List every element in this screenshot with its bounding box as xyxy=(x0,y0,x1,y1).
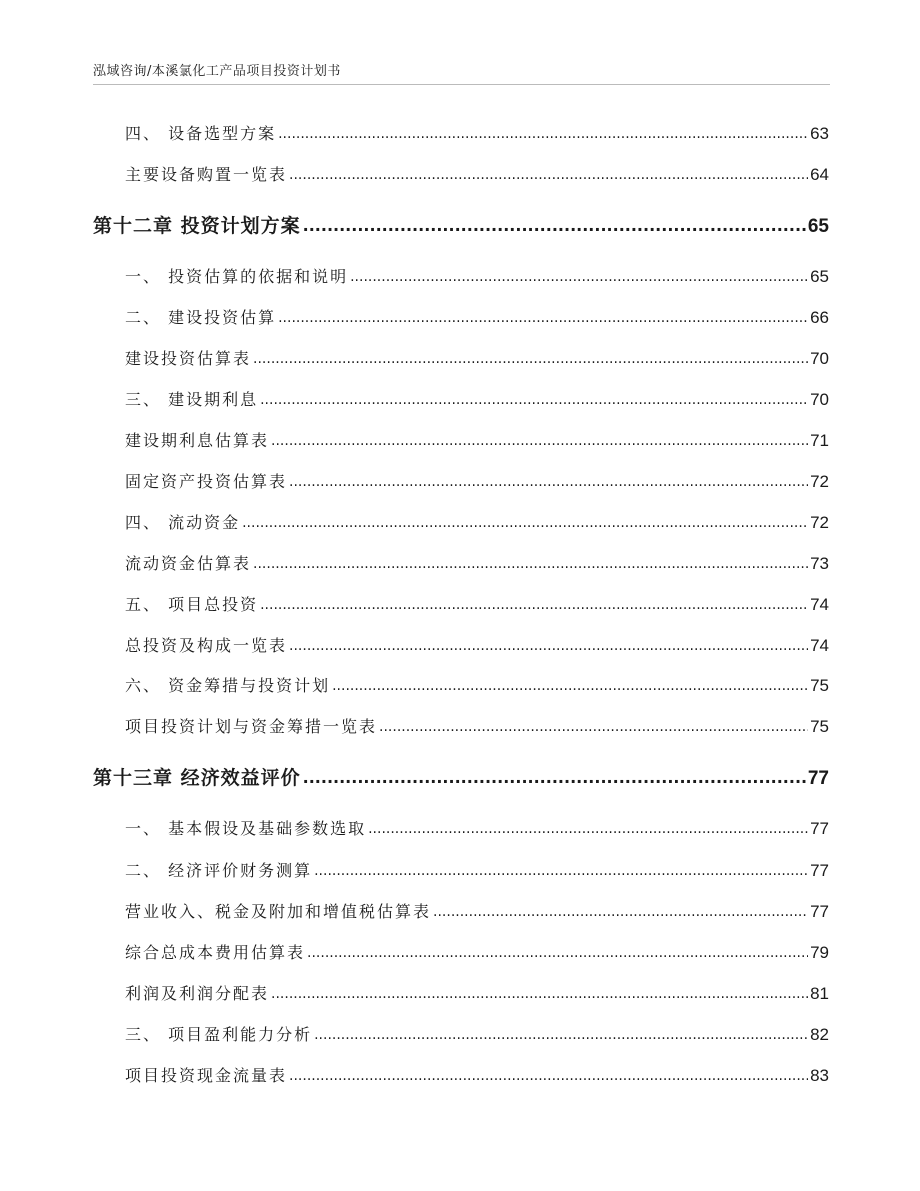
toc-page-number: 82 xyxy=(810,1025,829,1044)
toc-dot-leader xyxy=(350,269,808,285)
toc-page-number: 83 xyxy=(810,1066,829,1085)
toc-page-number: 74 xyxy=(810,636,829,655)
toc-dot-leader xyxy=(289,167,808,183)
toc-entry[interactable] xyxy=(125,981,829,1004)
toc-entry-title: 第十三章 经济效益评价 xyxy=(93,767,301,789)
toc-dot-leader xyxy=(289,1068,808,1084)
toc-dot-leader xyxy=(303,216,806,235)
toc-entry[interactable] xyxy=(125,899,829,922)
toc-dot-leader xyxy=(278,126,808,142)
toc-entry[interactable] xyxy=(125,346,829,369)
toc-entry-title: 第十二章 投资计划方案 xyxy=(93,215,301,237)
toc-entry-title: 三、 建设期利息 xyxy=(125,390,259,409)
toc-page-number: 64 xyxy=(810,165,829,184)
toc-entry[interactable] xyxy=(125,428,829,451)
toc-dot-leader xyxy=(260,392,808,408)
toc-dot-leader xyxy=(278,310,808,326)
running-header: 泓域咨询/本溪氯化工产品项目投资计划书 xyxy=(93,64,341,79)
toc-dot-leader xyxy=(271,433,808,449)
toc-entry[interactable] xyxy=(125,305,829,328)
toc-dot-leader xyxy=(368,821,808,837)
toc-entry-title: 二、 建设投资估算 xyxy=(125,308,277,327)
toc-dot-leader xyxy=(253,556,808,572)
toc-entry-title: 四、 流动资金 xyxy=(125,513,241,532)
toc-page-number: 75 xyxy=(810,676,829,695)
toc-entry-title: 五、 项目总投资 xyxy=(125,595,259,614)
toc-entry[interactable] xyxy=(125,387,829,410)
toc-entry-title: 四、 设备选型方案 xyxy=(125,124,277,143)
toc-page-number: 77 xyxy=(810,902,829,921)
toc-dot-leader xyxy=(271,986,808,1002)
toc-page-number: 77 xyxy=(807,768,829,789)
toc-entry[interactable] xyxy=(125,633,829,656)
toc-page-number: 71 xyxy=(810,431,829,450)
toc-dot-leader xyxy=(289,474,808,490)
toc-entry-title: 一、 基本假设及基础参数选取 xyxy=(125,819,367,838)
toc-entry[interactable] xyxy=(125,121,829,144)
toc-page-number: 72 xyxy=(810,472,829,491)
toc-entry[interactable] xyxy=(125,858,829,881)
toc-entry-title: 三、 项目盈利能力分析 xyxy=(125,1025,313,1044)
toc-page-number: 70 xyxy=(810,390,829,409)
toc-page-number: 74 xyxy=(810,595,829,614)
toc-dot-leader xyxy=(303,768,806,787)
toc-page-number: 65 xyxy=(807,216,829,237)
toc-dot-leader xyxy=(314,863,808,879)
toc-chapter-entry[interactable] xyxy=(93,211,829,238)
toc-page-number: 63 xyxy=(810,124,829,143)
toc-entry-title: 利润及利润分配表 xyxy=(125,984,270,1003)
toc-entry[interactable] xyxy=(125,510,829,533)
toc-entry-title: 综合总成本费用估算表 xyxy=(125,943,306,962)
toc-dot-leader xyxy=(314,1027,808,1043)
toc-entry-title: 建设投资估算表 xyxy=(125,349,252,368)
toc-entry[interactable] xyxy=(125,714,829,737)
toc-page-number: 72 xyxy=(810,513,829,532)
header-rule xyxy=(93,84,830,85)
toc-chapter-entry[interactable] xyxy=(93,763,829,790)
toc-page-number: 77 xyxy=(810,861,829,880)
toc-entry[interactable] xyxy=(125,940,829,963)
toc-page-number: 81 xyxy=(810,984,829,1003)
toc-page-number: 77 xyxy=(810,819,829,838)
toc-entry[interactable] xyxy=(125,1063,829,1086)
toc-page-number: 75 xyxy=(810,717,829,736)
toc-entry-title: 固定资产投资估算表 xyxy=(125,472,288,491)
toc-entry-title: 总投资及构成一览表 xyxy=(125,636,288,655)
toc-entry-title: 营业收入、税金及附加和增值税估算表 xyxy=(125,902,432,921)
toc-page-number: 79 xyxy=(810,943,829,962)
toc-dot-leader xyxy=(260,597,808,613)
toc-entry-title: 项目投资计划与资金筹措一览表 xyxy=(125,717,378,736)
toc-dot-leader xyxy=(289,638,808,654)
toc-dot-leader xyxy=(307,945,808,961)
toc-page-number: 73 xyxy=(810,554,829,573)
toc-entry-title: 流动资金估算表 xyxy=(125,554,252,573)
toc-entry[interactable] xyxy=(125,469,829,492)
toc-dot-leader xyxy=(379,719,808,735)
toc-entry-title: 二、 经济评价财务测算 xyxy=(125,861,313,880)
toc-dot-leader xyxy=(332,678,808,694)
toc-entry[interactable] xyxy=(125,551,829,574)
toc-entry-title: 建设期利息估算表 xyxy=(125,431,270,450)
toc-dot-leader xyxy=(253,351,808,367)
toc-page-number: 66 xyxy=(810,308,829,327)
toc-entry-title: 主要设备购置一览表 xyxy=(125,165,288,184)
toc-entry[interactable] xyxy=(125,592,829,615)
toc-entry[interactable] xyxy=(125,1022,829,1045)
toc-entry-title: 六、 资金筹措与投资计划 xyxy=(125,676,331,695)
toc-entry-title: 项目投资现金流量表 xyxy=(125,1066,288,1085)
toc-entry[interactable] xyxy=(125,816,829,839)
toc-entry-title: 一、 投资估算的依据和说明 xyxy=(125,267,349,286)
toc-dot-leader xyxy=(433,904,808,920)
toc-entry[interactable] xyxy=(125,162,829,185)
toc-page-number: 70 xyxy=(810,349,829,368)
toc-entry[interactable] xyxy=(125,673,829,696)
toc-entry[interactable] xyxy=(125,264,829,287)
toc-page-number: 65 xyxy=(810,267,829,286)
toc-dot-leader xyxy=(242,515,808,531)
